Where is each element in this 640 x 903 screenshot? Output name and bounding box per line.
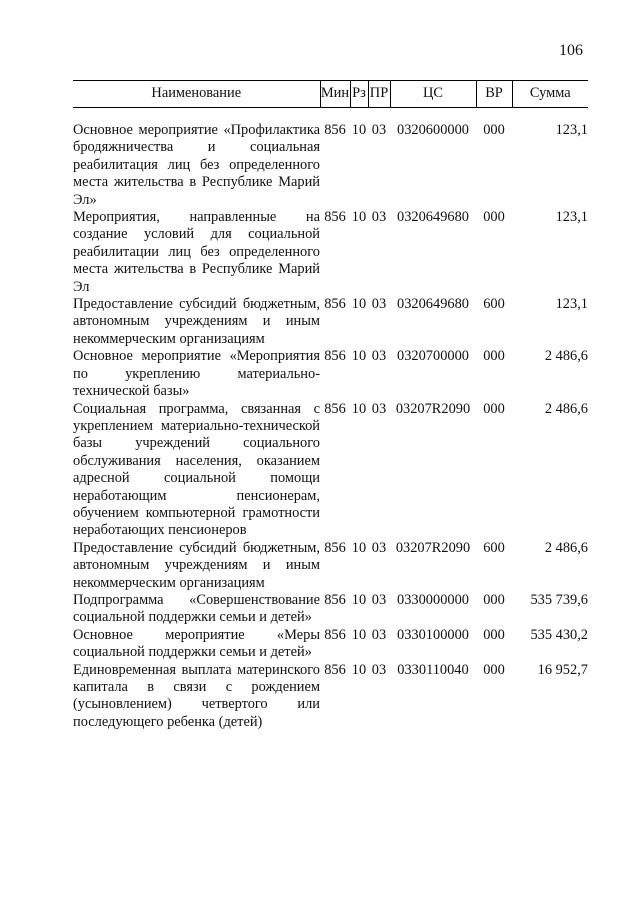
row-vr: 000	[483, 209, 505, 226]
row-min: 856	[324, 626, 346, 643]
row-min: 856	[324, 348, 346, 365]
row-name: Предоставление субсидий бюджетным, автономным учреждениям и иным некоммерческим организациям	[73, 296, 320, 347]
row-rz: 10	[351, 626, 367, 643]
row-sum: 2 486,6	[544, 539, 588, 556]
row-sum: 2 486,6	[544, 400, 588, 417]
row-name: Социальная программа, связанная с укреплением материально-технической базы учреждений социального обслуживания населения, оказанием адресной социальной помощи неработающим пенсионерам, обучением компьютерной грамотности неработающих пенсионеров	[73, 400, 320, 539]
row-cs: 0320649680	[397, 296, 469, 313]
row-name: Основное мероприятие «Мероприятия по укреплению материально-технической базы»	[73, 348, 320, 400]
table-row	[73, 209, 588, 296]
row-min: 856	[324, 539, 346, 556]
table-row	[73, 627, 588, 662]
row-min: 856	[324, 591, 346, 608]
row-sum: 123,1	[555, 209, 588, 226]
header-vr: ВР	[476, 81, 512, 108]
table-row	[73, 348, 588, 400]
row-sum: 535 739,6	[530, 591, 588, 608]
row-rz: 10	[351, 539, 367, 556]
row-cs: 0330110040	[397, 661, 469, 678]
header-min: Мин	[320, 81, 350, 108]
row-pr: 03	[371, 348, 387, 365]
row-name: Основное мероприятие «Меры социальной поддержки семьи и детей»	[73, 626, 320, 661]
table-row	[73, 401, 588, 540]
row-rz: 10	[351, 400, 367, 417]
row-vr: 000	[483, 348, 505, 365]
row-vr: 000	[483, 591, 505, 608]
row-pr: 03	[371, 539, 387, 556]
row-name: Подпрограмма «Совершенствование социальной поддержки семьи и детей»	[73, 591, 320, 626]
table-row	[73, 592, 588, 627]
row-rz: 10	[351, 209, 367, 226]
row-cs: 0330000000	[397, 591, 469, 608]
row-vr: 000	[483, 400, 505, 417]
row-name: Мероприятия, направленные на создание условий для социальной реабилитации лиц без определенного места жительства в Республике Марий Эл	[73, 209, 320, 295]
row-pr: 03	[371, 209, 387, 226]
row-min: 856	[324, 296, 346, 313]
header-name: Наименование	[73, 81, 320, 108]
row-vr: 000	[483, 661, 505, 678]
row-vr: 000	[483, 122, 505, 138]
table-row	[73, 296, 588, 348]
row-name: Единовременная выплата материнского капитала в связи с рождением (усыновлением) четвертого или последующего ребенка (детей)	[73, 661, 320, 730]
row-rz: 10	[351, 122, 367, 138]
row-rz: 10	[351, 348, 367, 365]
page-number: 106	[559, 42, 583, 59]
row-min: 856	[324, 661, 346, 678]
header-sum: Сумма	[512, 81, 588, 108]
row-cs: 0320700000	[397, 348, 469, 365]
row-pr: 03	[371, 626, 387, 643]
table-row	[73, 122, 588, 209]
row-cs: 0330100000	[397, 626, 469, 643]
row-name: Основное мероприятие «Профилактика бродяжничества и социальная реабилитация лиц без определенного места жительства в Республике Марий Эл»	[73, 122, 320, 208]
row-name: Предоставление субсидий бюджетным, автономным учреждениям и иным некоммерческим организациям	[73, 539, 320, 591]
row-pr: 03	[371, 296, 387, 313]
row-vr: 600	[483, 539, 505, 556]
row-sum: 123,1	[555, 296, 588, 313]
row-cs: 0320600000	[397, 122, 469, 138]
row-cs: 03207R2090	[395, 400, 471, 417]
row-pr: 03	[371, 661, 387, 678]
table-row	[73, 662, 588, 732]
row-pr: 03	[371, 122, 387, 138]
row-vr: 600	[483, 296, 505, 313]
table-header-row	[73, 81, 588, 108]
row-sum: 123,1	[555, 122, 588, 138]
row-rz: 10	[351, 591, 367, 608]
row-min: 856	[324, 209, 346, 226]
row-cs: 03207R2090	[395, 539, 471, 556]
row-min: 856	[324, 400, 346, 417]
budget-table	[73, 80, 588, 731]
table-row	[73, 540, 588, 592]
row-rz: 10	[351, 296, 367, 313]
row-min: 856	[324, 122, 346, 138]
row-vr: 000	[483, 626, 505, 643]
header-cs: ЦС	[390, 81, 476, 108]
row-sum: 535 430,2	[530, 626, 588, 643]
row-sum: 16 952,7	[537, 661, 588, 678]
row-sum: 2 486,6	[544, 348, 588, 365]
header-pr: ПР	[368, 81, 390, 108]
row-cs: 0320649680	[397, 209, 469, 226]
row-pr: 03	[371, 591, 387, 608]
header-rz: Рз	[350, 81, 368, 108]
row-rz: 10	[351, 661, 367, 678]
row-pr: 03	[371, 400, 387, 417]
